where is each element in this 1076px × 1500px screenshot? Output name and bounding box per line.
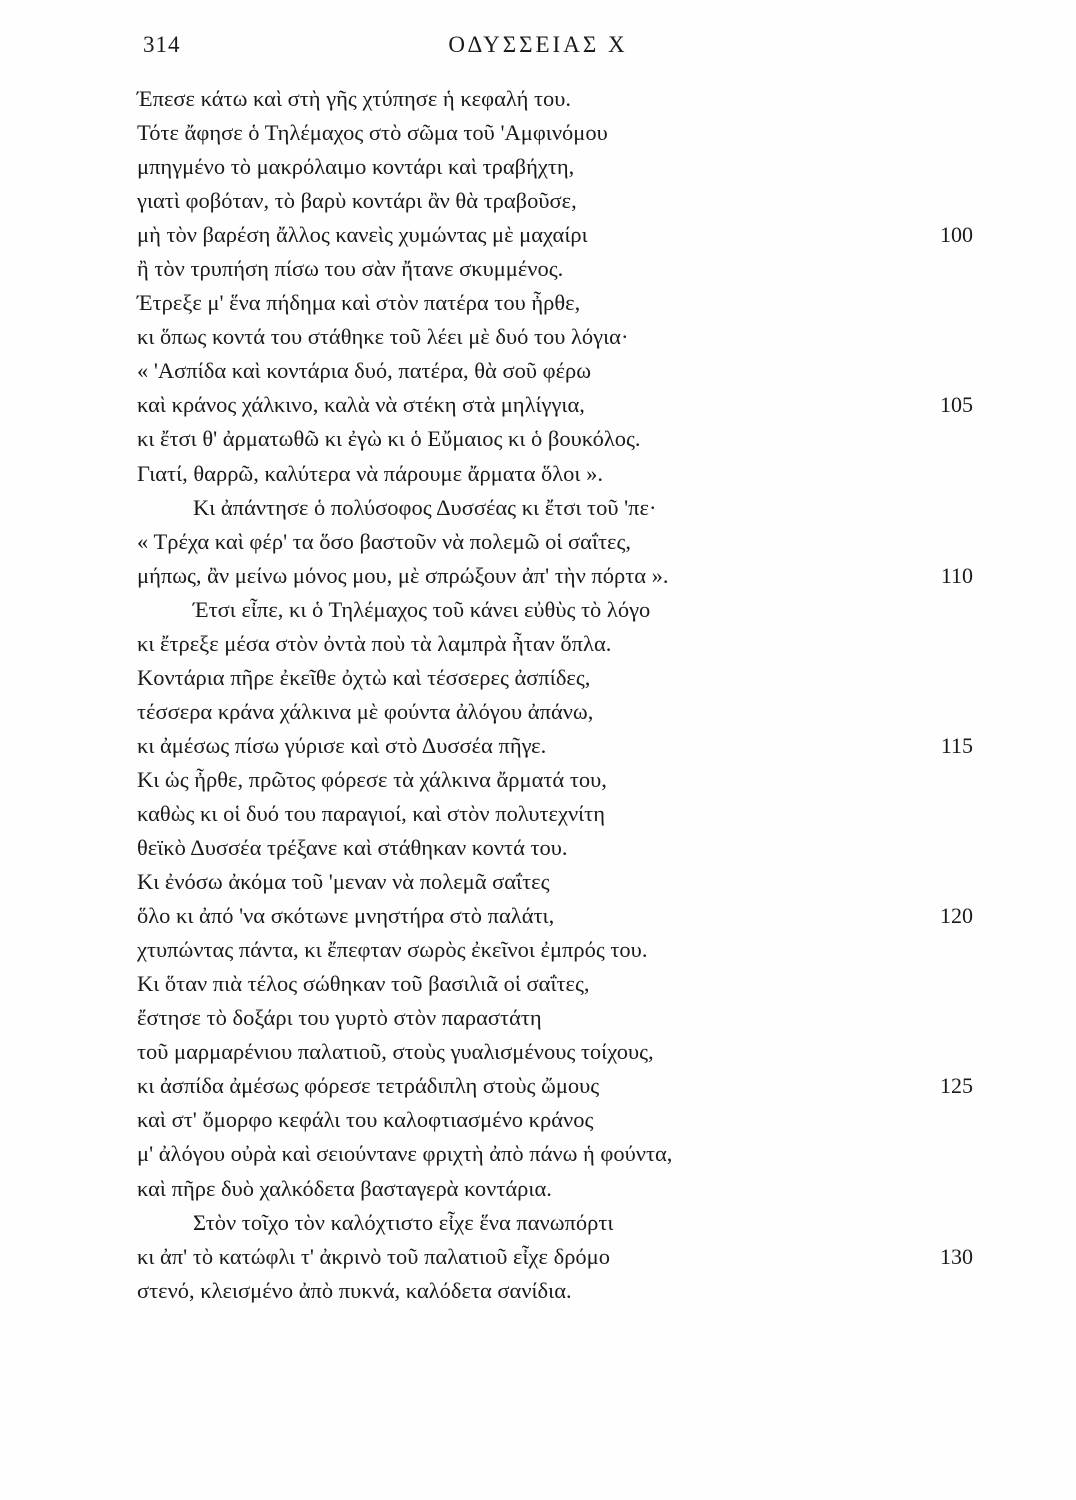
verse-text: κι ὅπως κοντά του στάθηκε τοῦ λέει μὲ δυό του λόγια· [137,324,629,350]
line-number: 125 [940,1073,973,1099]
verse-line [0,695,1076,729]
verse-line [0,1001,1076,1035]
verse-text: χτυπώντας πάντα, κι ἔπεφταν σωρὸς ἐκεῖνοι ἐμπρός του. [137,937,648,963]
verse-text: Κι ἐνόσω ἀκόμα τοῦ 'μεναν νὰ πολεμᾶ σαΐτες [137,869,550,895]
verse-text: γιατὶ φοβόταν, τὸ βαρὺ κοντάρι ἂν θὰ τραβοῦσε, [137,188,577,214]
verse-line [0,252,1076,286]
verse-text: Κι ἀπάντησε ὁ πολύσοφος Δυσσέας κι ἔτσι τοῦ 'πε· [193,494,657,520]
verse-text: θεϊκὸ Δυσσέα τρέξανε καὶ στάθηκαν κοντά του. [137,835,568,861]
verse-text: μήπως, ἂν μείνω μόνος μου, μὲ σπρώξουν ἀπ' τὴν πόρτα ». [137,562,669,588]
verse-line [0,729,1076,763]
verse-line [0,286,1076,320]
line-number: 130 [940,1243,973,1269]
verse-text: κι ἀσπίδα ἀμέσως φόρεσε τετράδιπλη στοὺς ὤμους [137,1073,600,1099]
verse-line [0,899,1076,933]
verse-line [0,150,1076,184]
book-title: ΟΔΥΣΣΕΙΑΣ Χ [448,32,628,57]
verse-text: κι ἀπ' τὸ κατώφλι τ' ἀκρινὸ τοῦ παλατιοῦ εἶχε δρόμο [137,1243,610,1269]
verse-text: Έπεσε κάτω καὶ στὴ γῆς χτύπησε ἡ κεφαλή του. [137,86,572,111]
verse-line [0,525,1076,559]
verse-line [0,1172,1076,1206]
verse-text: Κι ὅταν πιὰ τέλος σώθηκαν τοῦ βασιλιᾶ οἱ σαΐτες, [137,971,590,997]
verse-line [0,184,1076,218]
verse-text: Γιατί, θαρρῶ, καλύτερα νὰ πάρουμε ἄρματα ὅλοι ». [137,460,603,486]
verse-text: Έτσι εἶπε, κι ὁ Τηλέμαχος τοῦ κάνει εὐθὺς τὸ λόγο [193,596,651,622]
verse-text: Τότε ἄφησε ὁ Τηλέμαχος στὸ σῶμα τοῦ 'Αμφινόμου [137,120,608,146]
verse-text: « 'Ασπίδα καὶ κοντάρια δυό, πατέρα, θὰ σοῦ φέρω [137,358,592,384]
verse-line [0,797,1076,831]
verse-line [0,1274,1076,1308]
running-head [0,28,1076,62]
verse-text: κι ἀμέσως πίσω γύρισε καὶ στὸ Δυσσέα πῆγε. [137,732,547,758]
verse-text: μ' ἀλόγου οὐρὰ καὶ σειούντανε φριχτὴ ἀπὸ πάνω ἡ φούντα, [137,1141,673,1167]
verse-text: ἢ τὸν τρυπήση πίσω του σὰν ἤτανε σκυμμένος. [137,256,564,282]
verse-block [0,82,1076,1308]
verse-line [0,627,1076,661]
line-number: 105 [940,392,973,418]
verse-line [0,1240,1076,1274]
verse-text: κι ἔτρεξε μέσα στὸν ὀντὰ ποὺ τὰ λαμπρὰ ἦταν ὅπλα. [137,630,612,656]
verse-text: καὶ στ' ὄμορφο κεφάλι του καλοφτιασμένο κράνος [137,1107,594,1133]
verse-line [0,1103,1076,1137]
verse-text: « Τρέχα καὶ φέρ' τα ὅσο βαστοῦν νὰ πολεμῶ οἱ σαΐτες, [137,528,632,554]
verse-line [0,116,1076,150]
verse-line [0,388,1076,422]
verse-text: τέσσερα κράνα χάλκινα μὲ φούντα ἀλόγου ἀπάνω, [137,698,594,724]
verse-line [0,218,1076,252]
verse-line [0,865,1076,899]
verse-text: τοῦ μαρμαρένιου παλατιοῦ, στοὺς γυαλισμένους τοίχους, [137,1039,654,1065]
verse-text: καὶ κράνος χάλκινο, καλὰ νὰ στέκη στὰ μηλίγγια, [137,392,585,418]
verse-line [0,422,1076,456]
verse-line [0,831,1076,865]
verse-line [0,763,1076,797]
verse-text: μὴ τὸν βαρέση ἄλλος κανεὶς χυμώντας μὲ μαχαίρι [137,222,588,248]
verse-line [0,593,1076,627]
line-number: 115 [940,732,973,758]
verse-line [0,933,1076,967]
verse-text: ὅλο κι ἀπό 'να σκότωνε μνηστήρα στὸ παλάτι, [137,903,555,929]
verse-line [0,1206,1076,1240]
verse-line [0,661,1076,695]
verse-text: Στὸν τοῖχο τὸν καλόχτιστο εἶχε ἕνα πανωπόρτι [193,1209,614,1235]
verse-line [0,320,1076,354]
verse-text: Έτρεξε μ' ἕνα πήδημα καὶ στὸν πατέρα του ἦρθε, [137,290,581,316]
verse-text: ἔστησε τὸ δοξάρι του γυρτὸ στὸν παραστάτη [137,1005,542,1031]
verse-text: Κοντάρια πῆρε ἐκεῖθε ὀχτὼ καὶ τέσσερες ἀσπίδες, [137,664,591,690]
verse-line [0,82,1076,116]
verse-line [0,354,1076,388]
verse-line [0,1035,1076,1069]
line-number: 120 [940,903,973,929]
verse-text: στενό, κλεισμένο ἀπὸ πυκνά, καλόδετα σανίδια. [137,1277,572,1303]
verse-line [0,1069,1076,1103]
page-number: 314 [143,32,181,57]
verse-text: καθὼς κι οἱ δυό του παραγιοί, καὶ στὸν πολυτεχνίτη [137,800,605,826]
verse-text: κι ἔτσι θ' ἀρματωθῶ κι ἐγὼ κι ὁ Εὔμαιος κι ὁ βουκόλος. [137,426,641,452]
line-number: 100 [940,222,973,248]
verse-text: καὶ πῆρε δυὸ χαλκόδετα βασταγερὰ κοντάρια. [137,1175,552,1201]
verse-line [0,491,1076,525]
verse-line [0,457,1076,491]
verse-text: μπηγμένο τὸ μακρόλαιμο κοντάρι καὶ τραβήχτη, [137,154,575,180]
line-number: 110 [940,562,973,588]
verse-text: Κι ὡς ἦρθε, πρῶτος φόρεσε τὰ χάλκινα ἄρματά του, [137,766,607,792]
verse-line [0,967,1076,1001]
verse-line [0,1137,1076,1171]
verse-line [0,559,1076,593]
